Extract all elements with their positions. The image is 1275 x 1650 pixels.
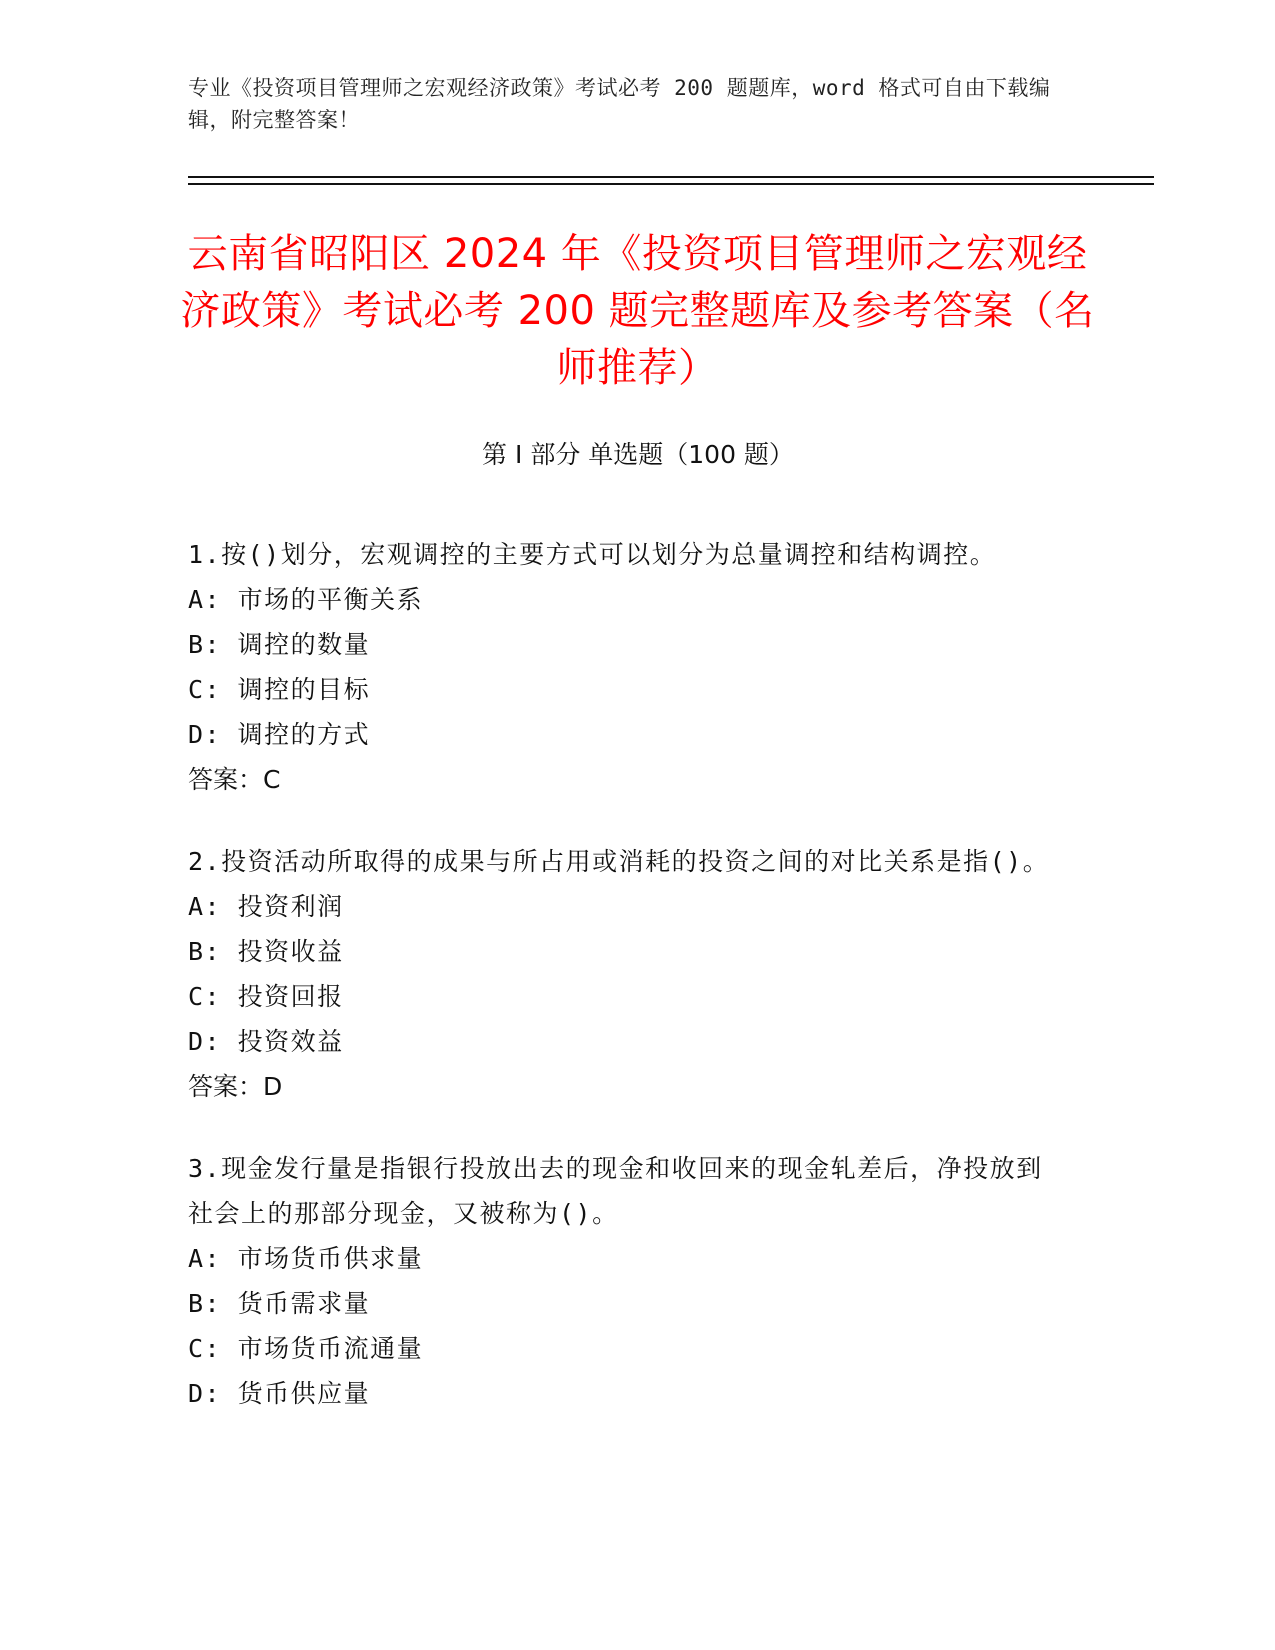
option-b: B: 货币需求量 [188,1289,371,1318]
header-note: 专业《投资项目管理师之宏观经济政策》考试必考 200 题题库，word 格式可自由下载编辑，附完整答案！ [188,76,1051,132]
section-heading: 第 I 部分 单选题（100 题） [482,440,794,469]
answer-label: 答案：D [188,1072,283,1101]
answer-label: 答案：C [188,765,281,794]
option-c: C: 调控的目标 [188,675,371,704]
header-rule-top [188,176,1154,178]
option-a: A: 市场的平衡关系 [188,585,424,614]
option-d: D: 调控的方式 [188,720,371,749]
option-b: B: 投资收益 [188,937,344,966]
option-c: C: 投资回报 [188,982,344,1011]
option-b: B: 调控的数量 [188,630,371,659]
option-c: C: 市场货币流通量 [188,1334,424,1363]
option-a: A: 投资利润 [188,892,344,921]
question-list [188,532,1068,1453]
document-title: 云南省昭阳区 2024 年《投资项目管理师之宏观经济政策》考试必考 200 题完整题库及参考答案（名师推荐） [180,231,1095,391]
question-item [188,1146,1068,1416]
question-item [188,532,1068,802]
question-item [188,839,1068,1109]
option-d: D: 货币供应量 [188,1379,371,1408]
question-stem: 3.现金发行量是指银行投放出去的现金和收回来的现金轧差后，净投放到社会上的那部分现金，又被称为()。 [188,1154,1043,1228]
header-rule-bottom [188,183,1154,185]
option-d: D: 投资效益 [188,1027,344,1056]
question-stem: 1.按()划分，宏观调控的主要方式可以划分为总量调控和结构调控。 [188,540,997,569]
option-a: A: 市场货币供求量 [188,1244,424,1273]
question-stem: 2.投资活动所取得的成果与所占用或消耗的投资之间的对比关系是指()。 [188,847,1050,876]
